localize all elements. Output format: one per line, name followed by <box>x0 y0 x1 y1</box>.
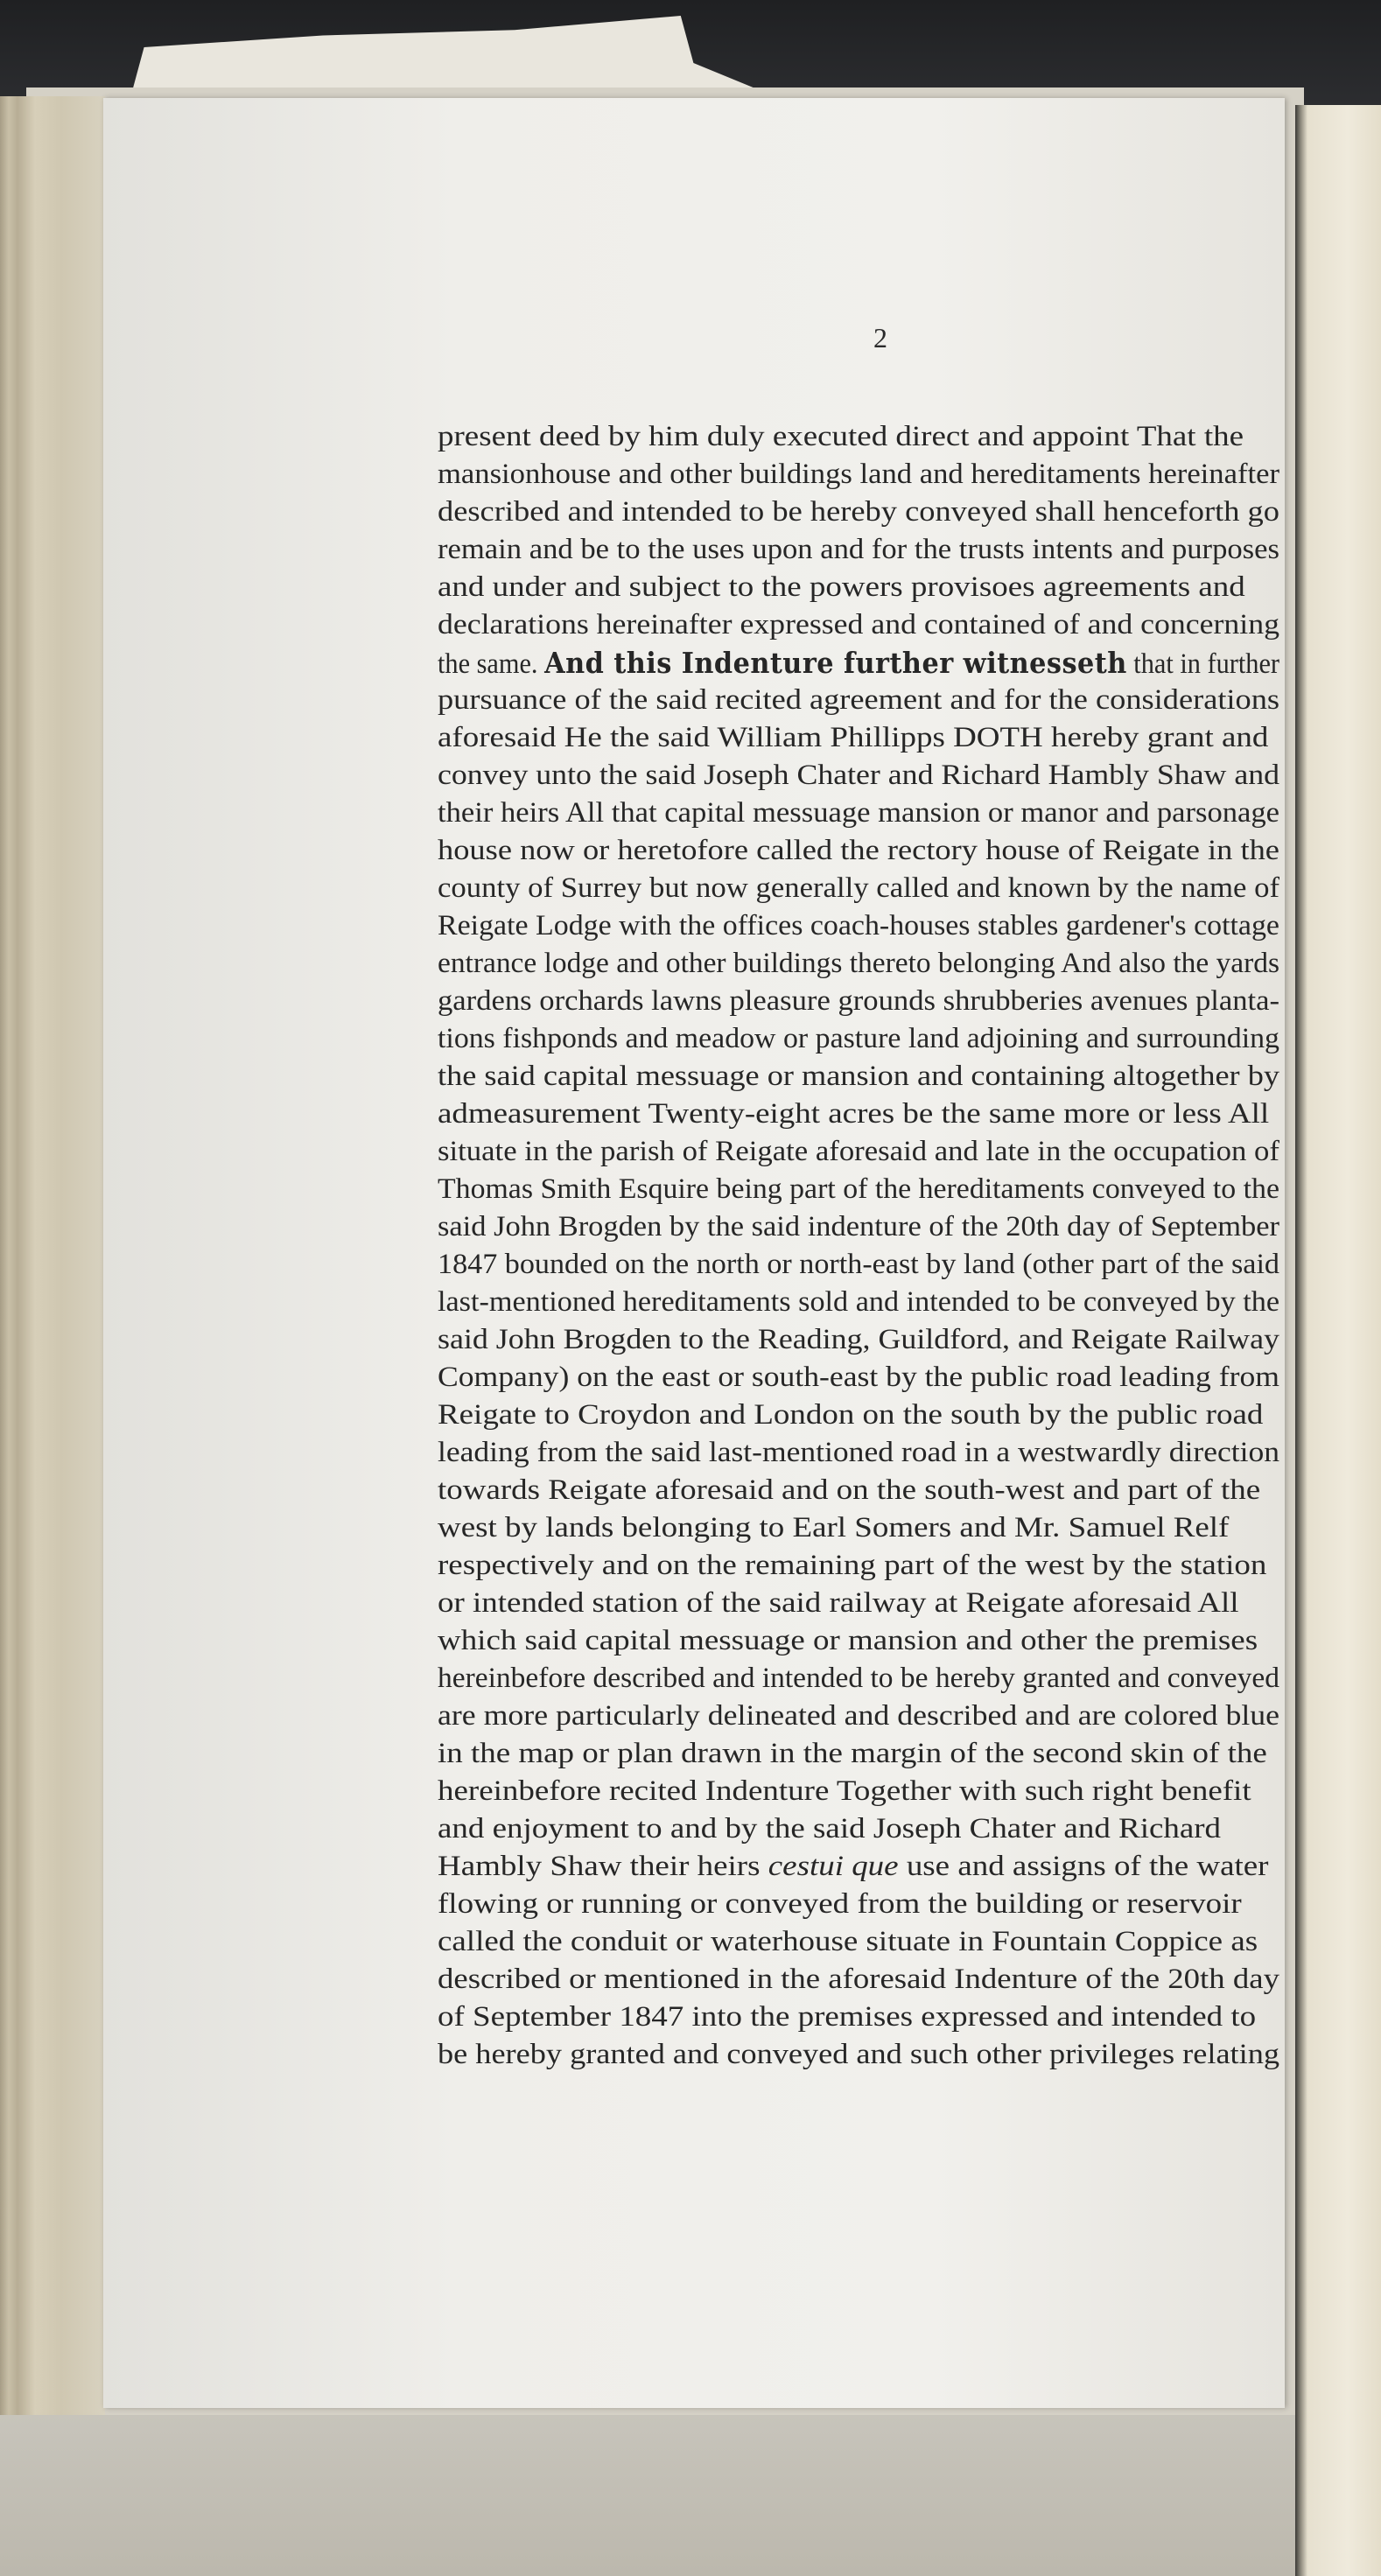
line-text: are more particularly delineated and described and are colored blue <box>438 1700 1279 1732</box>
line-text: described and intended to be hereby conveyed shall henceforth go <box>438 496 1279 528</box>
text-line <box>438 1058 1279 1096</box>
line-text: county of Surrey but now generally called and known by the name of <box>438 872 1279 904</box>
line-text: be hereby granted and conveyed and such other privileges relating <box>438 2039 1279 2070</box>
text-line <box>438 418 1279 456</box>
line-text: tions fishponds and meadow or pasture land adjoining and surrounding <box>438 1023 1279 1054</box>
line-text-end: use and assigns of the water <box>898 1851 1269 1882</box>
line-text-end: that in further <box>1126 648 1279 680</box>
text-line <box>438 907 1279 945</box>
text-line <box>438 983 1279 1020</box>
text-line <box>438 1359 1279 1396</box>
line-text: leading from the said last-mentioned road in a westwardly direction <box>438 1437 1279 1468</box>
line-text: which said capital messuage or mansion and other the premises <box>438 1625 1258 1656</box>
book-edge-left <box>0 96 105 2576</box>
text-line <box>438 1848 1279 1886</box>
line-text: said John Brogden by the said indenture of the 20th day of September <box>438 1211 1279 1242</box>
text-line <box>438 1547 1279 1585</box>
text-line <box>438 2036 1279 2074</box>
text-line <box>438 1622 1279 1660</box>
line-text: house now or heretofore called the rectory house of Reigate in the <box>438 835 1279 866</box>
line-text: pursuance of the said recited agreement and for the considerations <box>438 684 1279 716</box>
text-line <box>438 1472 1279 1509</box>
line-text: west by lands belonging to Earl Somers and Mr. Samuel Relf <box>438 1512 1230 1544</box>
text-line <box>438 1133 1279 1171</box>
text-line <box>438 606 1279 644</box>
line-text: 1847 bounded on the north or north-east by land (other part of the said <box>438 1249 1279 1280</box>
text-line <box>438 1246 1279 1284</box>
line-text: aforesaid He the said William Phillipps DOTH hereby grant and <box>438 722 1269 753</box>
text-line <box>438 1998 1279 2036</box>
line-text: Reigate Lodge with the offices coach-houses stables gardener's cottage <box>438 910 1279 942</box>
text-line <box>438 1096 1279 1133</box>
line-text: Reigate to Croydon and London on the south by the public road <box>438 1399 1264 1431</box>
line-text-start: the same. <box>438 648 545 680</box>
text-line <box>438 1923 1279 1961</box>
line-text: mansionhouse and other buildings land and hereditaments hereinafter <box>438 458 1279 490</box>
blackletter-phrase: And this Indenture further witnesseth <box>544 646 1127 680</box>
text-line <box>438 1171 1279 1208</box>
italic-phrase: cestui que <box>768 1851 899 1882</box>
line-text: remain and be to the uses upon and for the trusts intents and purposes <box>438 534 1279 565</box>
line-text: entrance lodge and other buildings thereto belonging And also the yards <box>438 948 1279 979</box>
text-line <box>438 1396 1279 1434</box>
text-line <box>438 569 1279 606</box>
text-line <box>438 456 1279 494</box>
line-text: last-mentioned hereditaments sold and intended to be conveyed by the <box>438 1286 1279 1318</box>
text-line <box>438 1660 1279 1698</box>
line-text: and enjoyment to and by the said Joseph Chater and Richard <box>438 1813 1222 1844</box>
line-text: declarations hereinafter expressed and contained of and concerning <box>438 609 1279 640</box>
text-line <box>438 494 1279 531</box>
bottom-margin <box>0 2415 1295 2576</box>
text-line <box>438 757 1279 794</box>
facing-page-edge <box>1295 105 1381 2576</box>
page-number: 2 <box>873 322 887 354</box>
text-line <box>438 1509 1279 1547</box>
line-text: the said capital messuage or mansion and containing altogether by <box>438 1060 1279 1092</box>
text-line <box>438 945 1279 983</box>
text-line <box>438 1698 1279 1735</box>
text-line <box>438 1284 1279 1321</box>
text-line <box>438 1321 1279 1359</box>
text-line <box>438 1735 1279 1773</box>
text-line <box>438 1886 1279 1923</box>
line-text: of September 1847 into the premises expressed and intended to <box>438 2001 1257 2033</box>
line-text: in the map or plan drawn in the margin of the second skin of the <box>438 1738 1267 1769</box>
line-text: present deed by him duly executed direct and appoint That the <box>438 421 1244 452</box>
text-line <box>438 1585 1279 1622</box>
text-line <box>438 832 1279 870</box>
line-text: hereinbefore recited Indenture Together with such right benefit <box>438 1775 1251 1807</box>
line-text: hereinbefore described and intended to be hereby granted and conveyed <box>438 1662 1279 1694</box>
text-line <box>438 870 1279 907</box>
line-text: admeasurement Twenty-eight acres be the same more or less All <box>438 1098 1270 1130</box>
text-line <box>438 531 1279 569</box>
text-line <box>438 1961 1279 1998</box>
text-line <box>438 794 1279 832</box>
line-text: situate in the parish of Reigate aforesaid and late in the occupation of <box>438 1136 1279 1167</box>
line-text: towards Reigate aforesaid and on the south-west and part of the <box>438 1474 1261 1506</box>
line-text: convey unto the said Joseph Chater and Richard Hambly Shaw and <box>438 760 1279 791</box>
text-line <box>438 1208 1279 1246</box>
line-text: Thomas Smith Esquire being part of the hereditaments conveyed to the <box>438 1173 1279 1205</box>
line-text: said John Brogden to the Reading, Guildford, and Reigate Railway <box>438 1324 1279 1355</box>
text-line <box>438 1773 1279 1810</box>
text-line <box>438 1020 1279 1058</box>
text-line <box>438 1434 1279 1472</box>
line-text: gardens orchards lawns pleasure grounds shrubberies avenues planta- <box>438 985 1279 1017</box>
line-text: Company) on the east or south-east by the public road leading from <box>438 1362 1279 1393</box>
line-text: respectively and on the remaining part of the west by the station <box>438 1550 1267 1581</box>
line-text: flowing or running or conveyed from the building or reservoir <box>438 1888 1242 1920</box>
line-text: called the conduit or waterhouse situate in Fountain Coppice as <box>438 1926 1258 1957</box>
body-text <box>438 418 1279 2074</box>
text-line <box>438 719 1279 757</box>
line-text: described or mentioned in the aforesaid Indenture of the 20th day <box>438 1964 1279 1995</box>
line-text: and under and subject to the powers provisoes agreements and <box>438 571 1245 603</box>
text-line <box>438 1810 1279 1848</box>
text-line <box>438 682 1279 719</box>
line-text: or intended station of the said railway at Reigate aforesaid All <box>438 1587 1239 1619</box>
text-line <box>438 644 1279 682</box>
line-text: their heirs All that capital messuage mansion or manor and parsonage <box>438 797 1279 829</box>
line-text-start: Hambly Shaw their heirs <box>438 1851 768 1882</box>
